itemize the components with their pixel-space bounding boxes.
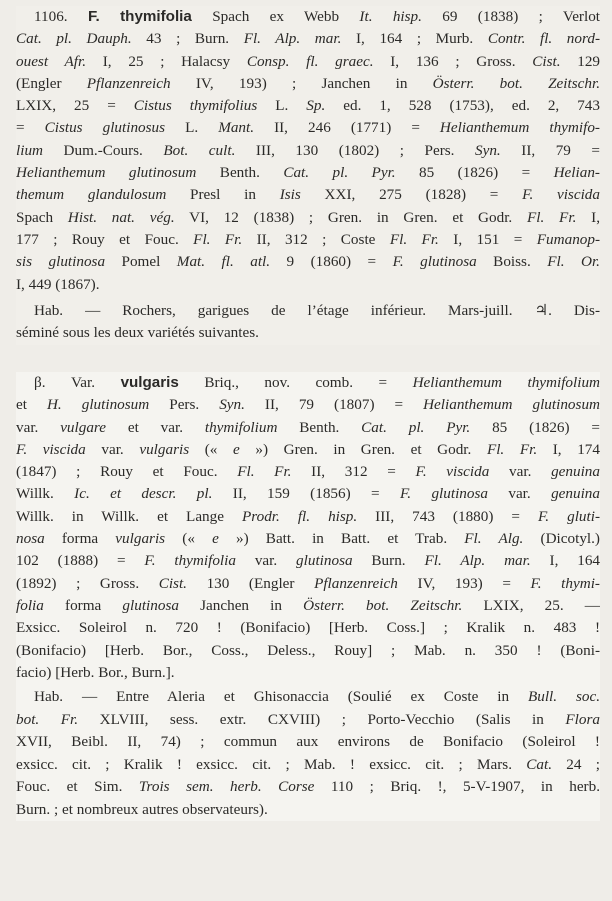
italic-text: Bull. soc.: [527, 688, 600, 706]
text-run: («: [189, 440, 233, 458]
variety-line: [16, 417, 600, 439]
variety-line: [16, 550, 600, 572]
entry-line: [16, 117, 600, 139]
italic-text: Fl. Fr.: [389, 230, 439, 248]
italic-text: F. viscida: [415, 463, 490, 481]
text-run: Presl in: [166, 186, 280, 204]
text-run: 102 (1888) =: [16, 552, 145, 570]
italic-text: lium: [16, 141, 44, 159]
text-run: Spach: [16, 208, 68, 226]
text-run: Willk. in Willk. et Lange: [16, 507, 242, 525]
text-run: L.: [257, 97, 307, 115]
italic-text: Cat. pl. Dauph.: [16, 30, 132, 48]
entry-line: [16, 140, 600, 162]
text-run: II, 312 ; Coste: [242, 230, 390, 248]
italic-text: Helianthemum glutinosum: [16, 164, 197, 182]
text-run: (1847) ; Rouy et Fouc.: [16, 463, 238, 481]
italic-text: Helianthemum thymifo-: [439, 119, 600, 137]
italic-text: Helianthemum thymifolium: [412, 374, 600, 391]
variety-line: [16, 461, 600, 483]
italic-text: folia: [16, 596, 44, 614]
italic-text: Trois sem. herb. Corse: [138, 778, 315, 796]
italic-text: Contr. fl. nord-: [487, 30, 600, 48]
text-run: I, 449 (1867).: [16, 275, 100, 293]
text-run: I, 136 ; Gross.: [373, 52, 533, 70]
entry-line: [16, 274, 600, 296]
species-entry: [16, 6, 600, 345]
variety-habitat-line: [16, 799, 600, 822]
italic-text: Cat.: [526, 755, 553, 773]
italic-text: F. thymi-: [530, 574, 600, 592]
text-run: VI, 12 (1838) ; Gren. in Gren. et Godr.: [174, 208, 527, 226]
text-run: (Dicotyl.): [523, 530, 600, 548]
genus-abbrev: F.: [87, 8, 100, 25]
variety-line: [16, 439, 600, 461]
variety-line: [16, 394, 600, 416]
italic-text: Mant.: [218, 119, 255, 137]
text-run: 43 ; Burn.: [131, 30, 244, 48]
text-run: Briq., nov. comb. =: [204, 374, 413, 391]
italic-text: e: [233, 440, 240, 458]
text-run: exsicc. cit. ; Kralik ! exsicc. cit. ; Mab. ! exsicc. cit. ; Mars.: [16, 755, 527, 773]
italic-text: Cistus thymifolius: [133, 97, 258, 115]
text-run: var.: [16, 418, 61, 436]
text-run: I, 164: [530, 552, 600, 570]
variety-first-line: [16, 372, 600, 394]
variety-prefix: β. Var.: [34, 374, 96, 391]
text-run: II, 246 (1771) =: [254, 119, 440, 137]
habitat-line: séminé sous les deux variétés suivantes.: [16, 324, 259, 342]
entry-line: [16, 184, 600, 206]
italic-text: e: [212, 530, 219, 548]
italic-text: F. viscida: [16, 440, 86, 458]
italic-text: Cist.: [158, 574, 187, 592]
entry-number: 1106.: [34, 8, 68, 25]
italic-text: F. thymifolia: [144, 552, 236, 570]
text-run: var.: [235, 552, 297, 570]
italic-text: Pflanzenreich: [86, 74, 171, 92]
italic-text: bot. Fr.: [16, 710, 79, 728]
text-run: =: [16, 119, 45, 137]
italic-text: Fl. Or.: [547, 253, 600, 271]
text-run: Janchen in: [178, 596, 304, 614]
text-run: Benth.: [196, 164, 284, 182]
text-run: ») Batt. in Batt. et Trab.: [218, 530, 465, 548]
text-run: Pers.: [149, 396, 220, 414]
italic-text: glutinosa: [296, 552, 353, 570]
text-run: et: [16, 396, 47, 414]
entry-line: [16, 251, 600, 273]
italic-text: It. hisp.: [359, 8, 422, 25]
italic-text: F. glutinosa: [399, 485, 488, 503]
text-run: Exsicc. Soleirol n. 720 ! (Bonifacio) [Herb. Coss.] ; Kralik n. 483 !: [16, 619, 600, 637]
text-run: 130 (Engler: [186, 574, 315, 592]
text-run: IV, 193) ; Janchen in: [170, 74, 433, 92]
text-run: var.: [489, 463, 552, 481]
italic-text: Österr. bot. Zeitschr.: [303, 596, 463, 614]
text-run: LXIX, 25 =: [16, 97, 134, 115]
variety-line: [16, 595, 600, 617]
text-run: 177 ; Rouy et Fouc.: [16, 230, 194, 248]
text-run: facio) [Herb. Bor., Burn.].: [16, 663, 175, 681]
entry-line: [16, 73, 600, 95]
italic-text: Fl. Fr.: [486, 440, 538, 458]
text-run: Dum.-Cours.: [43, 141, 164, 159]
variety-habitat-line: [16, 776, 600, 799]
italic-text: Cist.: [532, 52, 561, 70]
italic-text: F. viscida: [522, 186, 600, 204]
italic-text: Syn.: [475, 141, 501, 159]
italic-text: Flora: [565, 710, 600, 728]
text-run: Spach ex Webb: [212, 8, 360, 25]
italic-text: Cat. pl. Pyr.: [283, 164, 396, 182]
entry-line: [16, 28, 600, 50]
text-run: IV, 193) =: [397, 574, 531, 592]
text-run: 85 (1826) =: [395, 164, 554, 182]
text-run: Willk.: [16, 485, 75, 503]
text-run: ») Gren. in Gren. et Godr.: [239, 440, 487, 458]
text-run: Pomel: [105, 253, 177, 271]
entry-first-line: [16, 6, 600, 28]
text-run: 110 ; Briq. !, 5-V-1907, in herb.: [314, 778, 600, 796]
text-run: I, 151 =: [438, 230, 537, 248]
text-run: («: [165, 530, 213, 548]
text-run: (Bonifacio) [Herb. Bor., Coss., Deless., Rouy] ; Mab. n. 350 ! (Boni-: [16, 641, 600, 659]
italic-text: Bot. cult.: [163, 141, 236, 159]
text-run: Hab. — Entre Aleria et Ghisonaccia (Soulié ex Coste in: [34, 688, 528, 706]
entry-line: [16, 229, 600, 251]
text-run: III, 743 (1880) =: [357, 507, 538, 525]
variety-line: [16, 662, 600, 684]
italic-text: Ic. et descr. pl.: [74, 485, 213, 503]
italic-text: F. gluti-: [537, 507, 600, 525]
text-run: forma: [44, 530, 116, 548]
text-run: 85 (1826) =: [470, 418, 600, 436]
variety-entry: [16, 372, 600, 821]
text-run: 24 ;: [552, 755, 600, 773]
italic-text: Prodr. fl. hisp.: [242, 507, 358, 525]
italic-text: Sp.: [306, 97, 326, 115]
text-run: L.: [165, 119, 219, 137]
text-run: (1892) ; Gross.: [16, 574, 159, 592]
italic-text: Österr. bot. Zeitschr.: [432, 74, 600, 92]
text-run: Fouc. et Sim.: [16, 778, 139, 796]
italic-text: vulgare: [60, 418, 107, 436]
italic-text: genuina: [551, 463, 600, 481]
variety-line: [16, 483, 600, 505]
text-run: Boiss.: [476, 253, 548, 271]
text-run: XLVIII, sess. extr. CXVIII) ; Porto-Vecchio (Salis in: [78, 710, 566, 728]
text-run: XXI, 275 (1828) =: [300, 186, 523, 204]
variety-line: [16, 506, 600, 528]
text-run: (Engler: [16, 74, 87, 92]
entry-line: [16, 207, 600, 229]
italic-text: themum glandulosum: [16, 186, 167, 204]
text-run: I, 25 ; Halacsy: [86, 52, 247, 70]
italic-text: Hist. nat. vég.: [67, 208, 175, 226]
italic-text: H. glutinosum: [46, 396, 150, 414]
italic-text: vulgaris: [115, 530, 166, 548]
entry-line: [16, 51, 600, 73]
text-run: I, 164 ; Murb.: [341, 30, 488, 48]
text-run: 69 (1838) ; Verlot: [421, 8, 600, 25]
text-run: XVII, Beibl. II, 74) ; commun aux environs de Bonifacio (Soleirol !: [16, 733, 600, 751]
italic-text: ouest Afr.: [16, 52, 87, 70]
italic-text: Fl. Fr.: [193, 230, 243, 248]
text-run: Burn. ; et nombreux autres observateurs).: [16, 800, 268, 818]
text-run: II, 312 =: [291, 463, 416, 481]
text-run: forma: [43, 596, 123, 614]
variety-line: [16, 573, 600, 595]
italic-text: Fl. Fr.: [237, 463, 292, 481]
text-run: 129: [560, 52, 600, 70]
text-run: II, 79 =: [500, 141, 600, 159]
italic-text: nosa: [16, 530, 45, 548]
text-run: II, 79 (1807) =: [244, 396, 424, 414]
text-run: Benth.: [277, 418, 362, 436]
text-run: II, 159 (1856) =: [212, 485, 400, 503]
italic-text: Consp. fl. graec.: [246, 52, 374, 70]
variety-line: [16, 528, 600, 550]
italic-text: glutinosa: [122, 596, 179, 614]
text-run: III, 130 (1802) ; Pers.: [235, 141, 475, 159]
text-run: Burn.: [352, 552, 425, 570]
italic-text: Fl. Alp. mar.: [424, 552, 531, 570]
variety-line: [16, 617, 600, 639]
variety-habitat-line: [16, 709, 600, 732]
habitat-line: Hab. — Rochers, garigues de l’étage inférieur. Mars-juill. ♃. Dis-: [34, 301, 600, 319]
text-run: var.: [487, 485, 552, 503]
variety-habitat-line: [16, 754, 600, 777]
italic-text: Cistus glutinosus: [44, 119, 166, 137]
entry-line: [16, 95, 600, 117]
italic-text: thymifolium: [204, 418, 278, 436]
text-run: ed. 1, 528 (1753), ed. 2, 743: [325, 97, 600, 115]
italic-text: Helian-: [553, 164, 600, 182]
italic-text: Fumanop-: [536, 230, 600, 248]
entry-line-0: [212, 8, 600, 25]
italic-text: Mat. fl. atl.: [176, 253, 271, 271]
text-run: I, 174: [537, 440, 600, 458]
variety-name: vulgaris: [120, 374, 179, 391]
italic-text: Isis: [279, 186, 301, 204]
italic-text: Helianthemum glutinosum: [423, 396, 600, 414]
text-run: I,: [576, 208, 600, 226]
species-name: thymifolia: [120, 8, 192, 25]
italic-text: vulgaris: [139, 440, 190, 458]
italic-text: Fl. Alg.: [464, 530, 524, 548]
italic-text: Fl. Fr.: [527, 208, 577, 226]
italic-text: Fl. Alp. mar.: [243, 30, 342, 48]
variety-line: [16, 640, 600, 662]
italic-text: Pflanzenreich: [314, 574, 398, 592]
text-run: et var.: [106, 418, 205, 436]
variety-habitat-line: [16, 686, 600, 709]
italic-text: genuina: [551, 485, 600, 503]
italic-text: sis glutinosa: [16, 253, 106, 271]
italic-text: F. glutinosa: [392, 253, 477, 271]
text-run: 9 (1860) =: [270, 253, 393, 271]
italic-text: Syn.: [219, 396, 245, 414]
variety-line-0: [204, 374, 600, 391]
entry-line: [16, 162, 600, 184]
text-run: LXIX, 25. —: [462, 596, 600, 614]
text-run: var.: [85, 440, 140, 458]
variety-habitat-line: [16, 731, 600, 754]
italic-text: Cat. pl. Pyr.: [361, 418, 471, 436]
